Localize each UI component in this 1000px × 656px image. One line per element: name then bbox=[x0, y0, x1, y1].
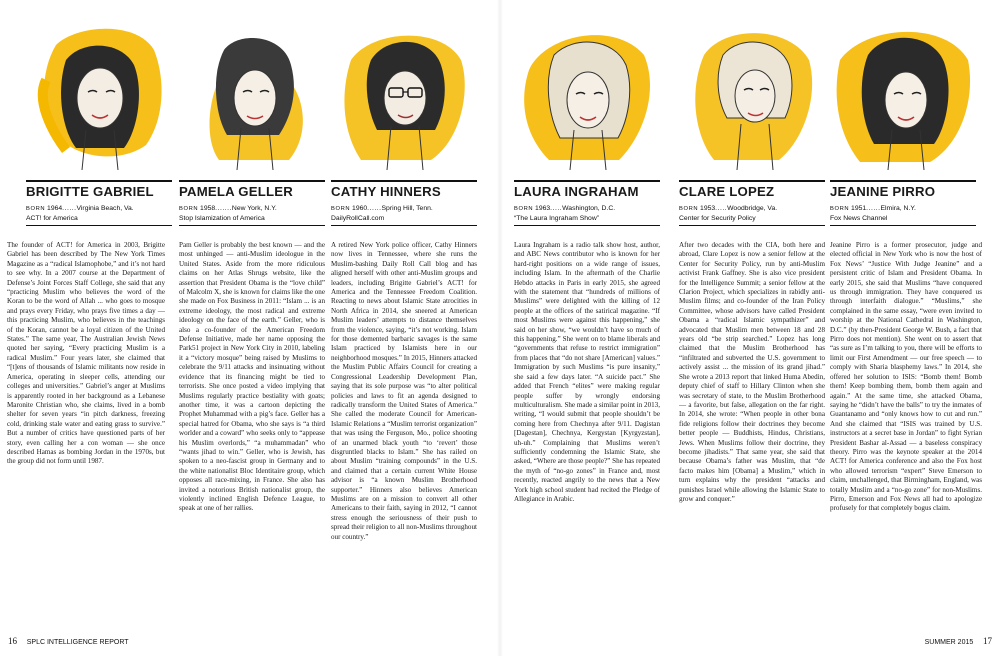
born-year: 1960 bbox=[352, 205, 368, 212]
born-year: 1951 bbox=[851, 205, 867, 212]
born-line: BORN 1958.......New York, N.Y. bbox=[179, 205, 277, 212]
profile-name: JEANINE PIRRO bbox=[830, 180, 976, 200]
portrait-illustration bbox=[331, 20, 477, 170]
born-place: New York, N.Y. bbox=[231, 205, 277, 212]
organization: Stop Islamization of America bbox=[179, 214, 325, 226]
issue-date: SUMMER 2015 bbox=[924, 639, 974, 646]
portrait-illustration bbox=[26, 20, 172, 170]
profile-name: LAURA INGRAHAM bbox=[514, 180, 660, 200]
portrait-illustration bbox=[830, 20, 976, 170]
footer-right bbox=[925, 636, 992, 646]
profile-name: CLARE LOPEZ bbox=[679, 180, 825, 200]
portrait-illustration bbox=[679, 20, 825, 170]
born-line: BORN 1963.....Washington, D.C. bbox=[514, 205, 616, 212]
born-year: 1964 bbox=[47, 205, 63, 212]
organization: ACT! for America bbox=[26, 214, 172, 226]
portrait-illustration bbox=[514, 20, 660, 170]
portrait-illustration bbox=[179, 20, 325, 170]
footer-left bbox=[8, 636, 129, 646]
page-gutter bbox=[497, 0, 503, 656]
born-place: Virginia Beach, Va. bbox=[76, 205, 134, 212]
born-line: BORN 1951......Elmira, N.Y. bbox=[830, 205, 916, 212]
profile-body-gabriel: The founder of ACT! for America in 2003, Brigitte Gabriel has been described by The New York Times Magazine as a “radical Islamophobe,” and it’s not hard to see why. In a 2007 course at the Department of Defense’s Joint Forces Staff College, she said that any “practicing Muslim who believes the word of the Koran to be the word of Allah ... who goes to mosque and prays every Friday, who prays five times a day — this practicing Muslim, who believes in the teachings of the Koran, cannot be a loyal citizen of the United States.” The same year, The Australian Jewish News quoted her saying, “Every practicing Muslim is a radical Muslim.” Four years later, she claimed that “[t]ens of thousands of Islamic militants now reside in America, operating in sleeper cells, attending our colleges and universities.” Gabriel’s anger at Muslims is apparently rooted in her background as a Lebanese Maronite Christian who, she claims, lived in a bomb shelter for seven years “in pitch darkness, freezing cold, drinking stale water and eating grass to survive.” But a number of critics have questioned parts of her story, even calling her a con woman — she once described Hamas as bombing Jordan in the 1970s, but the group did not form until 1987. bbox=[7, 241, 165, 466]
born-place: Woodbridge, Va. bbox=[727, 205, 778, 212]
organization: Center for Security Policy bbox=[679, 214, 825, 226]
profile-name: CATHY HINNERS bbox=[331, 180, 477, 200]
profile-hinners bbox=[331, 20, 477, 226]
profile-pirro bbox=[830, 20, 976, 226]
born-line: BORN 1953.....Woodbridge, Va. bbox=[679, 205, 778, 212]
profile-body-lopez: After two decades with the CIA, both here and abroad, Clare Lopez is now a senior fellow at the Center for Security Policy, run by anti-Muslim activist Frank Gaffney. She is also vice president for the Intelligence Summit; a senior fellow at the Clarion Project, which specializes in rabidly anti-Muslim films; and co-founder of the Iran Policy Committee, whose advisors have called President Obama a “radical Islamic sympathizer” and advocated that Muslim men between 18 and 28 years old “be strip searched.” Lopez has long claimed that the Muslim Brotherhood has “infiltrated and subverted the U.S. government to actively assist ... the mission of its grand jihad.” She wrote a 2013 report that linked Huma Abedin, deputy chief of staff to Hillary Clinton when she was secretary of state, to the Muslim Brotherhood — a favorite, but false, allegation on the far right. In 2014, she wrote: “When people in other bona fide religions follow their doctrines they become better people — Buddhists, Hindus, Christians, Jews. When Muslims follow their doctrine, they become jihadists.” That same year, she said that because Obama’s father was Muslim, that “de facto makes him [Obama] a Muslim,” which in turn explains why the president “attacks and punishes Israel while allowing the Islamic State to grow and conquer.” bbox=[679, 241, 825, 503]
page-number-left: 16 bbox=[8, 636, 17, 646]
page-number-right: 17 bbox=[983, 636, 992, 646]
born-place: Washington, D.C. bbox=[562, 205, 616, 212]
profile-gabriel bbox=[26, 20, 172, 226]
profile-name: PAMELA GELLER bbox=[179, 180, 325, 200]
born-place: Elmira, N.Y. bbox=[880, 205, 916, 212]
profile-body-pirro: Jeanine Pirro is a former prosecutor, judge and elected official in New York who is now the host of Fox News’ “Justice With Judge Jeanine” and a persistent critic of Islam and President Obama. In early 2015, she said that Muslims “have conquered us through immigration. They have conquered us through interfaith dialogue.” “Muslims,” she complained in the same essay, “were even invited to worship at the National Cathedral in Washington, D.C.” (by then-President George W. Bush, a fact that Pirro does not mention). She went on to assert that “as sure as I’m talking to you, there will be efforts to limit our First Amendment — our free speech — to comply with Sharia blasphemy laws.” In 2014, she offered her solution to ISIS: “Bomb them! Bomb them! Keep bombing them, bomb them again and again.” At the same time, she attacked Obama, saying he “didn’t have the balls” to try the inmates of Guantanamo and “only knows how to cut and run.” And she claimed that “ISIS was trained by U.S. instructors at a secret base in Jordan” to fight Syrian President Bashar al-Assad — a baseless conspiracy theory. Pirro was the keynote speaker at the 2014 ACT! for America conference and also the Fox host who allowed terrorism “expert” Steve Emerson to claim, unchallenged, that Birmingham, England, was totally Muslim and a “no-go zone” for non-Muslims. Pirro, Emerson and Fox News all had to apologize profusely for that completely bogus claim. bbox=[830, 241, 982, 513]
profile-body-geller: Pam Geller is probably the best known — and the most unhinged — anti-Muslim ideologue in the United States. Aside from the more ridiculous claims on her Atlas Shrugs website, like the assertion that President Obama is the “love child” of Malcolm X, she is known for claims like the one she made on Fox Business in 2011: “Islam ... is an extreme ideology, the most radical and extreme ideology on the face of the earth.” Geller, who is also a co-founder of the American Freedom Defense Initiative, made her name opposing the Park51 project in New York City in 2010, labeling it a “victory mosque” being raised by Muslims to celebrate the 9/11 attacks and insinuating without evidence that its financing might be tied to terrorists. She once posted a video implying that Muslims regularly practice bestiality with goats; another time, it was a cartoon depicting the Prophet Muhammad with a pig’s face. Geller has a special hatred for Obama, who she says is “a third worlder and a coward” who seeks only to “appease his Muslim overlords,” “a muhammadan” who “wants jihad to win.” Geller, who is Jewish, has spoken to a neo-fascist group in Germany and to the white nationalist Bloc Identitaire group, which opposes all race-mixing, in France. She also has invited a notorious British nationalist group, the violently inclined English Defence League, to speak at one of her rallies. bbox=[179, 241, 325, 513]
profile-body-hinners: A retired New York police officer, Cathy Hinners now lives in Tennessee, where she runs the Muslim-bashing Daily Roll Call blog and has aligned herself with other anti-Muslim groups and leaders, including Brigitte Gabriel’s ACT! for America and the Tennessee Freedom Coalition. Reacting to news about Islamic State atrocities in North Africa in 2014, she sneered at American Muslim leaders’ attempts to distance themselves from the violence, saying, “it’s not working. Islam for those demented barbaric savages is the same Islam practiced by Islamists here in our neighborhood mosques.” In 2015, Hinners attacked the Muslim Public Affairs Council for creating a Congressional Leadership Development Plan, saying that its sole purpose was “to alter political policies and laws to fit an agenda designed to radically transform the United States of America.” She called the moderate Council for American-Islamic Relations a “Muslim terrorist organization” that was using the Ferguson, Mo., police shooting of an unarmed black youth “to ‘revert’ those disgruntled blacks to Islam.” She has railed on about Muslim “training compounds” in the U.S. and claimed that a certain current White House advisor is “a known Muslim Brotherhood supporter.” Hinners also believes American Muslims are on a mission to convert all other Americans to their faith, saying in 2012, “I cannot stress enough the seriousness of their push to spread their religion to all non-Muslims throughout our country.” bbox=[331, 241, 477, 541]
born-place: Spring Hill, Tenn. bbox=[381, 205, 433, 212]
profile-geller bbox=[179, 20, 325, 226]
profile-lopez bbox=[679, 20, 825, 226]
profile-body-ingraham: Laura Ingraham is a radio talk show host, author, and ABC News contributor who is known for her hard-right positions on a wide range of issues, including Islam. In the aftermath of the Charlie Hebdo attacks in Paris in early 2015, she agreed with the statement that “hundreds of millions of Muslims” were delighted with the killing of 12 people at the offices of the satirical magazine. “If most Muslims were against this happening,” she said on her show, “we wouldn’t have so much of this happening.” She went on to blame liberals and “governments that refuse to restrict immigration” from places that “do not share [American] values.” Immigration by such Muslims “is pure insanity,” she said a few days later. “A suicide pact.” She added that French “elites” were making regular people suffer by wrongly endorsing multiculturalism. She made a similar point in 2013, writing, “I would submit that people shouldn’t be coming here from Chechnya after 9/11. Dagistan [Dagestan], Chechnya, Kergystan [Kyrgyzstan], uh-uh.” Complaining that Muslims weren’t sufficiently condemning the Islamic State, she asked, “Where are those people?” She has repeated the myth of “no-go zones” in France and, most recently, reacted angrily to the news that a New York high school student had recited the Pledge of Allegiance in Arabic. bbox=[514, 241, 660, 503]
organization: DailyRollCall.com bbox=[331, 214, 477, 226]
born-year: 1963 bbox=[535, 205, 551, 212]
born-line: BORN 1960......Spring Hill, Tenn. bbox=[331, 205, 433, 212]
born-line: BORN 1964......Virginia Beach, Va. bbox=[26, 205, 134, 212]
born-year: 1953 bbox=[700, 205, 716, 212]
organization: Fox News Channel bbox=[830, 214, 976, 226]
organization: “The Laura Ingraham Show” bbox=[514, 214, 660, 226]
born-year: 1958 bbox=[200, 205, 216, 212]
profile-ingraham bbox=[514, 20, 660, 226]
profile-name: BRIGITTE GABRIEL bbox=[26, 180, 172, 200]
publication-title: SPLC INTELLIGENCE REPORT bbox=[26, 639, 129, 646]
